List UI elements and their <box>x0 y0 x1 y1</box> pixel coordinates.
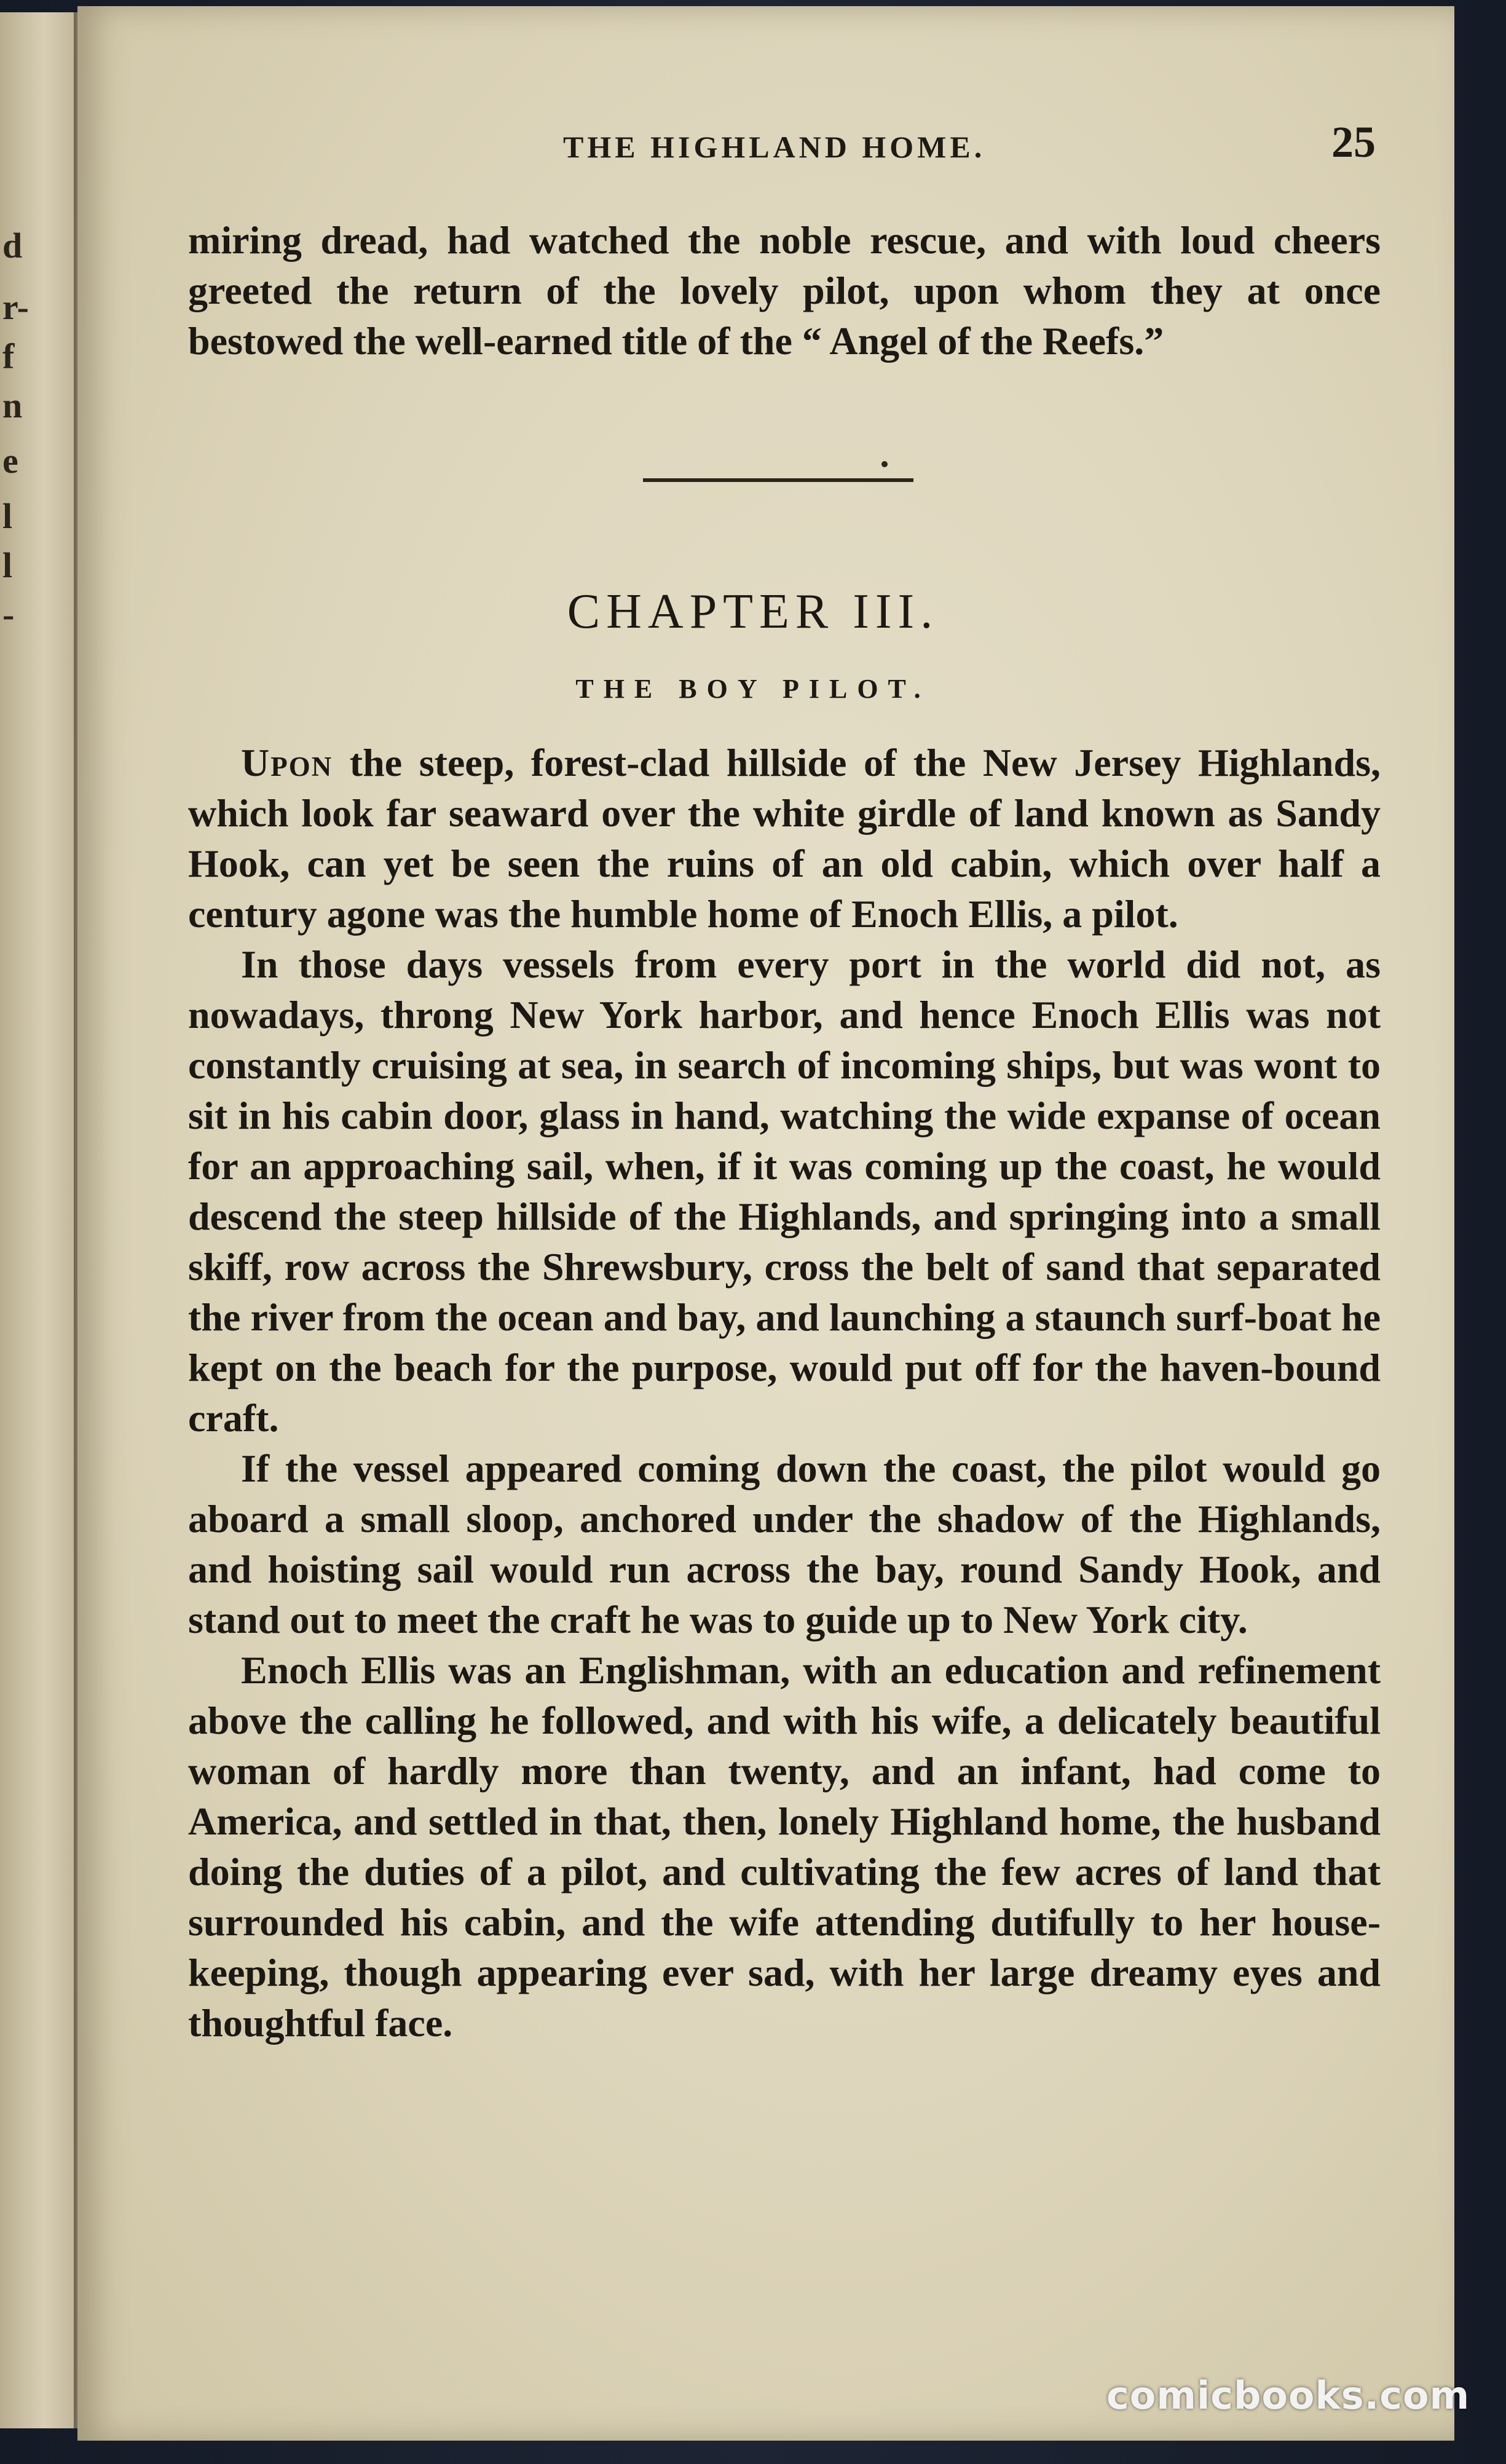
prev-page-fragment: f <box>2 336 15 376</box>
paragraph <box>188 1443 1381 1645</box>
rule-dot <box>881 461 888 467</box>
site-watermark: comicbooks.com <box>1106 2373 1470 2418</box>
paragraph-lead-word: Upon <box>241 741 333 784</box>
paragraph <box>188 1645 1381 2048</box>
prev-page-fragment: e <box>2 441 18 481</box>
paragraph-text: the steep, forest-clad hillside of the New Jersey Highlands, which look far seaward over the white girdle of land known as Sandy Hook, can yet be seen the ruins of an old cabin, which over half a century agone was the humble home of Enoch Ellis, a pilot. <box>188 741 1381 936</box>
section-rule <box>643 478 913 482</box>
prev-page-fragment: n <box>2 385 23 425</box>
prev-page-fragment: d <box>2 226 23 266</box>
prev-page-fragment: l <box>2 545 13 585</box>
chapter-subtitle: THE BOY PILOT. <box>575 674 931 704</box>
chapter-title: CHAPTER III. <box>567 585 939 639</box>
prev-page-fragment: r- <box>2 287 29 327</box>
prev-page-fragment: - <box>2 594 15 634</box>
paragraph <box>188 738 1381 939</box>
paragraph <box>188 939 1381 1443</box>
page-number: 25 <box>1331 117 1376 167</box>
paragraph-text: If the vessel appeared coming down the coast, the pilot would go aboard a small sloop, anchored under the shadow of the Highlands, and hoisting sail would run across the bay, round Sandy Hook, and stand out to meet the craft he was to guide up to New York city. <box>188 1447 1381 1641</box>
paragraph-text: Enoch Ellis was an Englishman, with an education and refinement above the calling he followed, and with his wife, a delicately beautiful woman of hardly more than twenty, and an infant, had come to America, and settled in that, then, lonely Highland home, the husband doing the duties of a pilot, and cultivating the few acres of land that surrounded his cabin, and the wife attending dutifully to her house-keeping, though appearing ever sad, with her large dreamy eyes and thoughtful face. <box>188 1648 1381 2045</box>
chapter-body <box>188 738 1381 2048</box>
book-page <box>77 6 1454 2441</box>
continuation-text <box>188 215 1381 366</box>
prev-page-fragment: l <box>2 496 13 536</box>
paragraph-text: In those days vessels from every port in the world did not, as nowadays, throng New York harbor, and hence Enoch Ellis was not constantly cruising at sea, in search of incoming ships, but was wont to sit in his cabin door, glass in hand, watching the wide expanse of ocean for an approaching sail, when, if it was coming up the coast, he would descend the steep hillside of the Highlands, and springing into a small skiff, row across the Shrewsbury, cross the belt of sand that separated the river from the ocean and bay, and launching a staunch surf-boat he kept on the beach for the purpose, would put off for the haven-bound craft. <box>188 942 1381 1440</box>
running-head: THE HIGHLAND HOME. <box>563 130 986 164</box>
continuation-paragraph: miring dread, had watched the noble rescue, and with loud cheers greeted the return of the lovely pilot, upon whom they at once bestowed the well-earned title of the “ Angel of the Reefs.” <box>188 218 1381 363</box>
previous-page-edge <box>0 12 77 2428</box>
